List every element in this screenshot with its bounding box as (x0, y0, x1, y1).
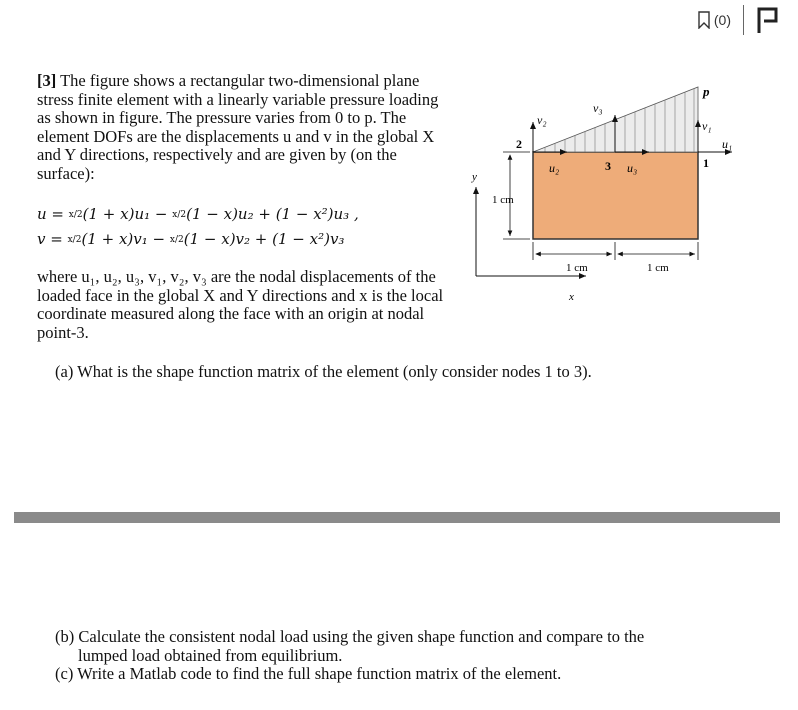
problem-intro-text: The figure shows a rectangular two-dimensional plane stress finite element with a linearly variable pressure loading as shown in figure. The pressure varies from 0 to p. The element DOFs are the displacements u and v in the global X and Y directions, respectively and are given by (on the surface): (37, 71, 439, 183)
width-dimension-left-label: 1 cm (566, 262, 588, 274)
width-dimensions (533, 242, 698, 260)
nodal-displacement-description: where u₁, u₂, u₃, v₁, v₂, v₃ are the nodal displacements of the loaded face in the global X and Y directions and x is the local coordinate measured along the face with an origin at nodal point-3. (37, 267, 444, 342)
question-b-line2: lumped load obtained from equilibrium. (78, 645, 343, 665)
axis-x-label: x (569, 291, 574, 303)
pressure-label: p (703, 84, 710, 99)
equation-v: v = x/2(1 + x)v₁ − x/2(1 − x)v₂ + (1 − x²)v₃ (37, 230, 345, 248)
equation-u: u = x/2(1 + x)u₁ − x/2(1 − x)u₂ + (1 − x²)u₃ , (37, 205, 359, 223)
node-3-label: 3 (605, 159, 611, 173)
u2-label: u₂ (549, 161, 560, 175)
question-a: (a) What is the shape function matrix of the element (only consider nodes 1 to 3). (55, 362, 592, 381)
bookmark-count: (0) (713, 12, 731, 28)
width-dimension-right-label: 1 cm (647, 262, 669, 274)
v2-label: v₂ (537, 113, 547, 127)
u3-label: u₃ (627, 161, 638, 175)
v1-label: v₁ (702, 119, 712, 133)
question-b-line1: (b) Calculate the consistent nodal load using the given shape function and compare to the (55, 627, 645, 646)
u1-label: u₁ (722, 137, 733, 151)
axis-y-label: y (472, 171, 477, 183)
node-2-label: 2 (516, 137, 522, 151)
problem-number: [3] (37, 71, 57, 90)
question-c: (c) Write a Matlab code to find the full shape function matrix of the element. (55, 664, 562, 684)
v3-label: v₃ (593, 101, 603, 115)
height-dimension-label: 1 cm (492, 194, 514, 206)
node-1-label: 1 (703, 156, 709, 170)
